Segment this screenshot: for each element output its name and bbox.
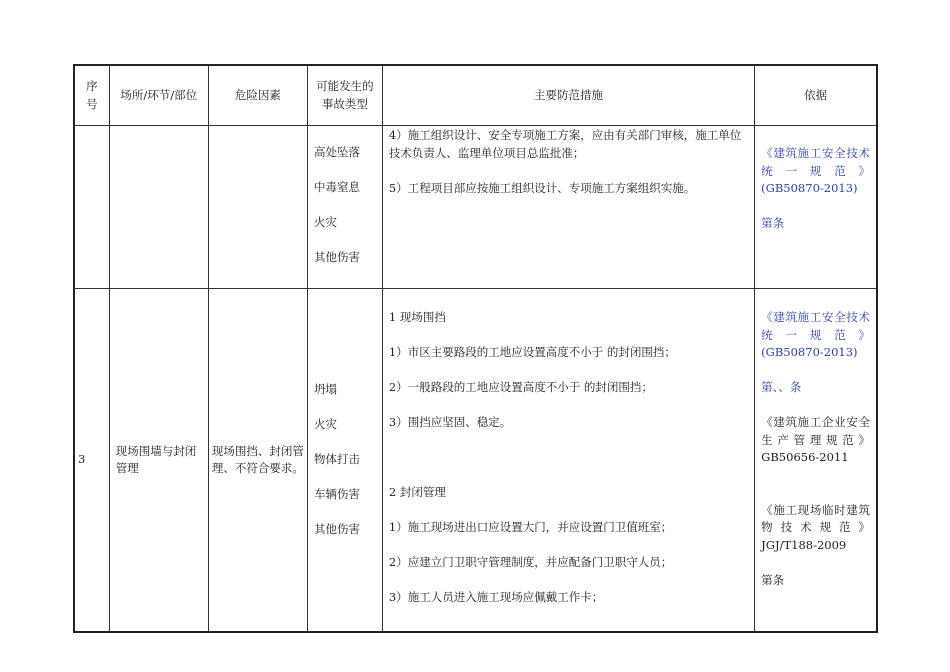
- header-accident-type: [307, 65, 382, 126]
- header-place: 场所/环节/部位: [109, 65, 208, 126]
- header-seq: 序号: [74, 65, 109, 126]
- measure-item: 3）围挡应坚固、稳定。: [388, 415, 512, 429]
- basis-ref-code: GB50656-2011: [761, 450, 849, 464]
- row2-hazard: 现场围挡、封闭管理、不符合要求。: [208, 289, 307, 633]
- header-measures: 主要防范措施: [382, 65, 754, 126]
- accident-item: 其他伤害: [313, 522, 360, 537]
- accident-item: 中毒窒息: [313, 180, 360, 194]
- basis-ref-code: (GB50870-2013): [761, 345, 858, 359]
- basis-ref-code: JGJ/T188-2009: [761, 537, 847, 552]
- accident-item: 其他伤害: [313, 250, 360, 264]
- measure-heading: 2 封闭管理: [388, 484, 446, 499]
- row2-seq: 3: [74, 289, 109, 633]
- accident-item: 物体打击: [313, 452, 360, 467]
- basis-ref-title-cont: 统 一 规 范 》: [761, 327, 870, 342]
- accident-item: 火灾: [313, 215, 337, 229]
- basis-ref-title: 《建筑施工企业安全: [761, 415, 870, 429]
- row2-basis: [755, 289, 877, 633]
- measure-item: 5）工程项目部应按施工组织设计、专项施工方案组织实施。: [388, 180, 696, 195]
- accident-item: 坍塌: [313, 382, 337, 397]
- basis-ref-title: 《施工现场临时建筑: [761, 502, 870, 517]
- header-basis: 依据: [755, 65, 877, 126]
- header-accident-line1: 可能发生的: [316, 79, 374, 93]
- accident-item: 车辆伤害: [313, 487, 360, 502]
- basis-ref-title-cont: 生 产 管 理 规 范 》: [761, 432, 870, 447]
- basis-clause: 第、、条: [761, 380, 802, 394]
- basis-ref-title-cont: 统 一 规 范 》: [761, 163, 870, 178]
- row1-place: [109, 126, 208, 289]
- row1-seq: [74, 126, 109, 289]
- basis-ref-title-cont: 物 技 术 规 范 》: [761, 520, 870, 534]
- table-row: [74, 126, 877, 289]
- table-row: [74, 289, 877, 633]
- row1-hazard: [208, 126, 307, 289]
- row2-measures: [382, 289, 754, 633]
- measure-item: 1）施工现场进出口应设置大门，并应设置门卫值班室；: [388, 519, 673, 534]
- measure-item: 4）施工组织设计、安全专项施工方案，应由有关部门审核，施工单位技术负责人、监理单位项目总监批准；: [388, 128, 742, 160]
- row2-place: 现场围墙与封闭管理: [109, 289, 208, 633]
- table-header-row: [74, 65, 877, 126]
- basis-ref-title: 《建筑施工安全技术: [761, 146, 870, 160]
- basis-ref-title: 《建筑施工安全技术: [761, 310, 870, 324]
- measure-item: 2）一般路段的工地应设置高度不小于 的封闭围挡；: [388, 380, 653, 394]
- row1-accidents: [307, 126, 382, 289]
- row2-accidents: [307, 289, 382, 633]
- basis-ref-code: (GB50870-2013): [761, 181, 858, 195]
- row1-basis: [755, 126, 877, 289]
- basis-clause: 第条: [761, 216, 785, 230]
- safety-measures-table: [73, 64, 878, 633]
- row1-measures: [382, 126, 754, 289]
- measure-heading: 1 现场围挡: [388, 310, 446, 324]
- measure-item: 3）施工人员进入施工现场应佩戴工作卡；: [388, 589, 604, 604]
- accident-item: 高处坠落: [313, 145, 360, 159]
- accident-item: 火灾: [313, 417, 337, 432]
- measure-item: 2）应建立门卫职守管理制度，并应配备门卫职守人员；: [388, 554, 673, 569]
- measure-item: 1）市区主要路段的工地应设置高度不小于 的封闭围挡；: [388, 345, 676, 359]
- header-accident-line2: 事故类型: [321, 96, 368, 111]
- basis-clause: 第条: [761, 572, 785, 587]
- header-hazard: 危险因素: [208, 65, 307, 126]
